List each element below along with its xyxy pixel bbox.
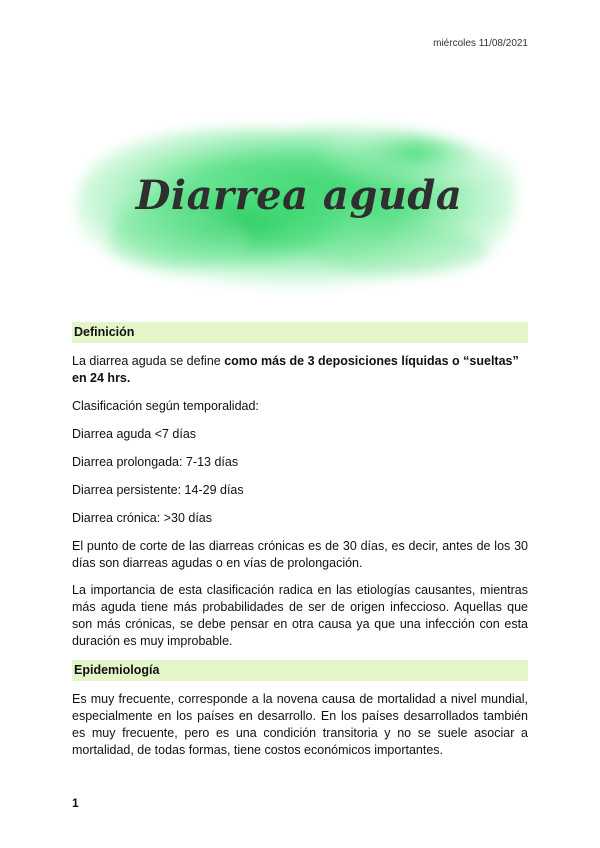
- classification-label: Clasificación según temporalidad:: [72, 399, 259, 413]
- section-heading-epidemiologia: Epidemiología: [72, 660, 528, 681]
- epidemiology-paragraph: Es muy frecuente, corresponde a la novena causa de mortalidad a nivel mundial, especialmente en los países en desarrollo. En los países desarrollados también es muy frecuente, pero es una condición transitoria y no se suele asociar a mortalidad, de todas formas, tiene costos económicos importantes.: [72, 692, 528, 757]
- classification-item: Diarrea crónica: >30 días: [72, 511, 213, 525]
- document-body: [72, 322, 528, 769]
- definition-emphasis: como más de 3 deposiciones líquidas o “sueltas” en 24 hrs.: [72, 354, 519, 385]
- page-date: miércoles 11/08/2021: [433, 38, 528, 49]
- section-heading-definicion: Definición: [72, 322, 528, 343]
- classification-item: Diarrea prolongada: 7-13 días: [72, 455, 239, 469]
- document-title: Diarrea aguda: [135, 172, 463, 219]
- definition-text: La diarrea aguda se define: [72, 354, 225, 368]
- importance-paragraph: La importancia de esta clasificación radica en las etiologías causantes, mientras más aguda tiene más probabilidades de ser de origen infeccioso. Aquellas que son más crónicas, se debe pensar en otra causa ya que una infección con esta duración es muy improbable.: [72, 583, 528, 648]
- classification-item: Diarrea persistente: 14-29 días: [72, 483, 244, 497]
- cutoff-paragraph: El punto de corte de las diarreas crónicas es de 30 días, es decir, antes de los 30 días son diarreas agudas o en vías de prolongación.: [72, 539, 528, 570]
- definition-paragraph: [72, 353, 528, 387]
- page-number: 1: [72, 796, 79, 810]
- classification-item: Diarrea aguda <7 días: [72, 427, 197, 441]
- title-banner: [68, 100, 530, 310]
